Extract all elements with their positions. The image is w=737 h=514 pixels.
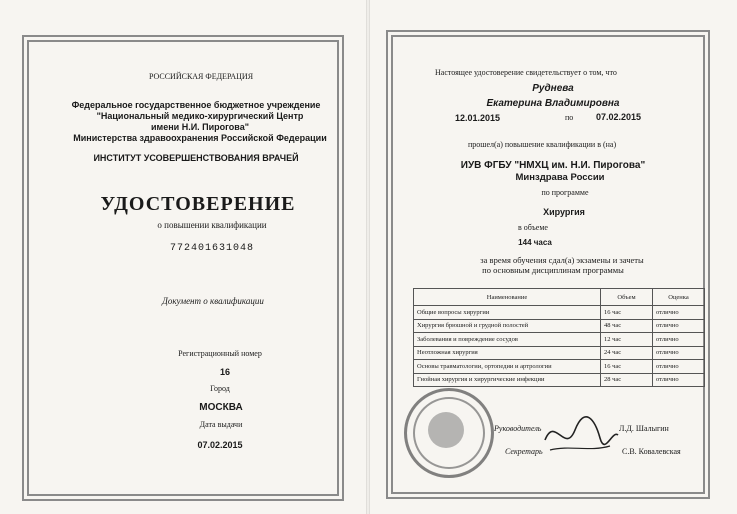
exam-text-line-2: по основным дисциплинам программы [482,265,624,275]
organization-line-2: Минздрава России [515,172,605,183]
certificate-intro: Настоящее удостоверение свидетельствует о том, что [435,68,617,77]
institution-line-4: Министерства здравоохранения Российской Федерации [73,133,327,143]
grade-cell: отлично [653,306,705,320]
table-row [414,373,705,387]
training-start-date: 12.01.2015 [455,113,501,123]
grade-cell: отлично [653,373,705,387]
institution-line-2: "Национальный медико-хирургический Центр [96,111,304,121]
program-name: Хирургия [543,207,585,217]
page-fold [366,0,370,514]
grade-cell: отлично [653,319,705,333]
table-header-row [414,289,705,306]
holder-surname: Руднева [532,83,574,94]
secretary-label: Секретарь [505,447,543,456]
document-number: 772401631048 [169,243,255,254]
header-subject: Наименование [414,289,601,306]
subject-cell: Хирургия брюшной и грудной полостей [414,319,601,333]
subject-cell: Заболевания и повреждение сосудов [414,333,601,347]
subject-cell: Неотложная хирургия [414,346,601,360]
hours-cell: 16 час [601,306,653,320]
hours-cell: 48 час [601,319,653,333]
head-name: Л.Д. Шалыгин [619,424,669,433]
hours-cell: 16 час [601,360,653,374]
table-row [414,360,705,374]
hours-cell: 28 час [601,373,653,387]
hours-cell: 24 час [601,346,653,360]
secretary-name: С.В. Ковалевская [622,447,681,456]
issue-date: 07.02.2015 [197,440,243,450]
registration-label: Регистрационный номер [178,349,262,358]
subject-cell: Гнойная хирургия и хирургические инфекции [414,373,601,387]
program-label: по программе [541,188,589,197]
issue-date-label: Дата выдачи [199,420,243,429]
training-end-date: 07.02.2015 [596,112,642,122]
grade-cell: отлично [653,346,705,360]
exam-text-line-1: за время обучения сдал(а) экзамены и зачеты [480,255,644,265]
holder-name: Екатерина Владимировна [486,98,620,109]
grade-cell: отлично [653,333,705,347]
document-subtitle: о повышении квалификации [157,220,267,230]
head-label: Руководитель [494,424,542,433]
table-row [414,319,705,333]
seal-emblem-icon [428,412,464,448]
header-grade: Оценка [653,289,705,306]
header-hours: Объем [601,289,653,306]
city-value: МОСКВА [199,402,243,413]
registration-number: 16 [219,367,231,377]
passed-training-text: прошел(а) повышение квалификации в (на) [468,140,617,149]
institute-name: ИНСТИТУТ УСОВЕРШЕНСТВОВАНИЯ ВРАЧЕЙ [93,153,299,163]
subjects-table [413,288,705,387]
head-signature-icon [540,410,620,460]
document-type: Документ о квалификации [162,296,264,306]
country-label: РОССИЙСКАЯ ФЕДЕРАЦИЯ [148,72,254,81]
institution-line-1: Федеральное государственное бюджетное учреждение [71,100,321,110]
hours-cell: 12 час [601,333,653,347]
subject-cell: Общие вопросы хирургии [414,306,601,320]
volume-value: 144 часа [518,238,552,247]
volume-label: в объеме [518,223,548,232]
organization-line-1: ИУВ ФГБУ "НМХЦ им. Н.И. Пирогова" [460,160,646,171]
table-row [414,333,705,347]
document-title: УДОСТОВЕРЕНИЕ [100,193,296,215]
grade-cell: отлично [653,360,705,374]
training-to-label: по [565,113,574,122]
subject-cell: Основы травматологии, ортопедии и артрологии [414,360,601,374]
table-row [414,306,705,320]
institution-line-3: имени Н.И. Пирогова" [151,122,249,132]
table-row [414,346,705,360]
city-label: Город [210,384,230,393]
